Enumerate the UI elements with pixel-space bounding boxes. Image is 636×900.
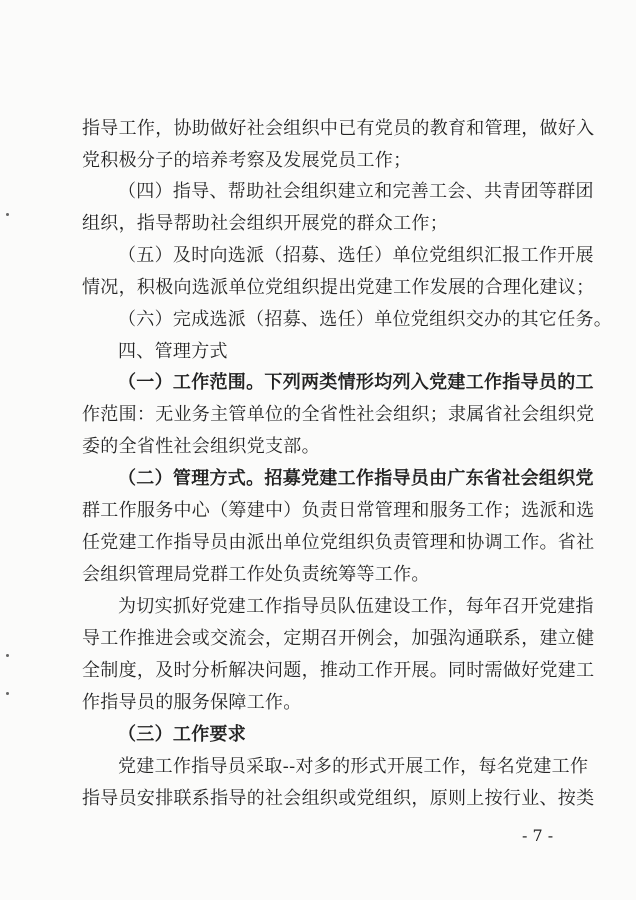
text-line-13: 群工作服务中心（筹建中）负责日常管理和服务工作；选派和选 xyxy=(82,500,595,521)
text-line-1: 指导工作，协助做好社会组织中已有党员的教育和管理，做好入 xyxy=(82,118,595,139)
text-line-5: （五）及时向选派（招募、选任）单位党组织汇报工作开展 xyxy=(118,245,594,266)
section-heading-management: 四、管理方式 xyxy=(118,341,228,362)
text-line-6: 情况，积极向选派单位党组织提出党建工作发展的合理化建议； xyxy=(82,277,595,298)
text-line-22: 指导员安排联系指导的社会组织或党组织，原则上按行业、按类 xyxy=(82,788,595,809)
text-line-12: （二）管理方式。招募党建工作指导员由广东省社会组织党 xyxy=(118,468,594,489)
text-line-16: 为切实抓好党建工作指导员队伍建设工作，每年召开党建指 xyxy=(118,596,594,617)
subheading-requirements: （三）工作要求 xyxy=(118,724,247,745)
text-line-17: 导工作推进会或交流会，定期召开例会，加强沟通联系，建立健 xyxy=(82,628,595,649)
text-line-10: 作范围：无业务主管单位的全省性社会组织；隶属省社会组织党 xyxy=(82,404,595,425)
text-line-2: 党积极分子的培养考察及发展党员工作； xyxy=(82,150,412,171)
text-line-4: 组织，指导帮助社会组织开展党的群众工作； xyxy=(82,213,448,234)
text-line-19: 作指导员的服务保障工作。 xyxy=(82,692,302,713)
text-line-21: 党建工作指导员采取--对多的形式开展工作，每名党建工作 xyxy=(118,756,589,777)
text-line-15: 会组织管理局党群工作处负责统筹等工作。 xyxy=(82,564,430,585)
scan-mark xyxy=(6,213,9,216)
scan-mark xyxy=(6,654,9,657)
page-number: - 7 - xyxy=(522,826,554,845)
text-line-7: （六）完成选派（招募、选任）单位党组织交办的其它任务。 xyxy=(118,309,613,330)
text-line-14: 任党建工作指导员由派出单位党组织负责管理和协调工作。省社 xyxy=(82,532,595,553)
text-line-11: 委的全省性社会组织党支部。 xyxy=(82,436,320,457)
text-line-18: 全制度，及时分析解决问题，推动工作开展。同时需做好党建工 xyxy=(82,660,595,681)
text-line-3: （四）指导、帮助社会组织建立和完善工会、共青团等群团 xyxy=(118,181,594,202)
text-line-9: （一）工作范围。下列两类情形均列入党建工作指导员的工 xyxy=(118,372,594,393)
scan-mark xyxy=(6,692,9,695)
